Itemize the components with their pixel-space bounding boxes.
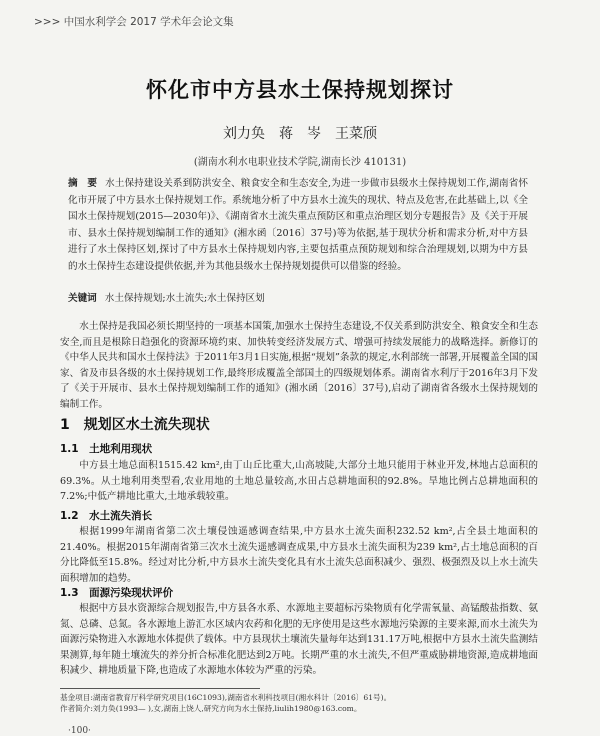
section-1-heading: 1 规划区水土流失现状 [60,417,210,433]
section-1-2-text: 根据1999年湖南省第二次土壤侵蚀遥感调查结果,中方县水土流失面积232.52 km²,占全县土地面积的21.40%。根据2015年湖南省第三次水土流失遥感调查成果,中方县水土流失面积为239 km²,占土地总面积的百分比降低至15.8%。经过对比分析,中方县水土流失变化具有水土流失总面积减少、强烈、极强烈及以上水土流失面积增加的趋势。 [60,526,538,584]
page-number: ·100· [68,726,91,736]
abstract-label: 摘 要 [68,178,98,189]
section-1-1-text: 中方县土地总面积1515.42 km²,由丁山丘比重大,山高坡陡,大部分土地只能用于林业开发,林地占总面积的69.3%。从土地利用类型看,农业用地的土地总量较高,水田占总耕地面积的92.8%。旱地比例占总耕地面积的7.2%;中低产耕地比重大,土地承载较重。 [60,460,538,503]
running-header: >>> 中国水利学会 2017 学术年会论文集 [34,16,234,28]
footnote-author: 作者简介:刘力奂(1993— ),女,湖南上饶人,研究方向为水土保持,liulih1980@163.com。 [60,704,362,713]
section-1-3-text: 根据中方县水资源综合规划报告,中方县各水系、水源地主要超标污染物质有化学需氧量、高锰酸盐指数、氨氮、总磷、总氮。各水源地上游汇水区域内农药和化肥的无序使用是这些水源地污染源的主要来源,而水土流失为面源污染物进入水源地水体提供了载体。中方县现状土壤流失量每年达到131.17万吨,根据中方县水土流失监测结果测算,每年随土壤流失的养分折合标准化肥达到2万吨。长期严重的水土流失,不但严重威胁耕地资源,造成耕地面积减少、耕地质量下降,也造成了水源地水体较为严重的污染。 [60,603,538,677]
paper-title: 怀化市中方县水土保持规划探讨 [146,78,454,102]
keywords [68,290,528,304]
intro-paragraph: 水土保持是我国必须长期坚持的一项基本国策,加强水土保持生态建设,不仅关系到防洪安全、粮食安全和生态安全,而且是根除日趋强化的资源环境约束、加快转变经济发展方式、增强可持续发展能力的战略选择。新修订的《中华人民共和国水土保持法》于2011年3月1日实施,根据“规划”条款的规定,水利部统一部署,开展覆盖全国的国家、省及市县各级的水土保持规划工作,最终形成覆盖全部国土的四级规划体系。湖南省水利厅于2016年3月下发了《关于开展市、县水土保持规划编制工作的通知》(湘水函〔2016〕37号),启动了湖南省各级水土保持规划的编制工作。 [60,321,538,410]
abstract [68,176,528,275]
footnote [60,692,538,714]
authors: 刘力奂 蒋 岑 王菜颀 [223,126,377,142]
abstract-text: 水土保持建设关系到防洪安全、粮食安全和生态安全,为进一步做市县级水土保持规划工作,湖南省怀化市开展了中方县水土保持规划工作。系统地分析了中方县水土流失的现状、特点及危害,在此基础上,以《全国水土保持规划(2015—2030年)》、《湖南省水土流失重点预防区和重点治理区划分专题报告》及《关于开展市、县水土保持规划编制工作的通知》(湘水函〔2016〕37号)等为依据,基于现状分析和需求分析,对中方县进行了水土保持区划,探讨了中方县水土保持规划内容,主要包括重点预防规划和综合治理规划,以期为中方县的水土保持生态建设提供依据,并为其他县级水土保持规划提供可以借鉴的经验。 [68,178,528,272]
section-1-1-heading: 1.1 土地利用现状 [60,443,153,455]
footnote-fund: 基金项目:湖南省教育厅科学研究项目(16C1093),湖南省水利科技项目(湘水科计〔2016〕61号)。 [60,693,392,702]
section-1-3-heading: 1.3 面源污染现状评价 [60,587,174,599]
keywords-text: 水土保持规划;水土流失;水土保持区划 [104,293,265,304]
affiliation: (湖南水利水电职业技术学院,湖南长沙 410131) [193,157,407,168]
keywords-label: 关键词 [68,293,97,304]
section-1-2-heading: 1.2 水土流失消长 [60,510,153,522]
footnote-divider [60,688,260,689]
